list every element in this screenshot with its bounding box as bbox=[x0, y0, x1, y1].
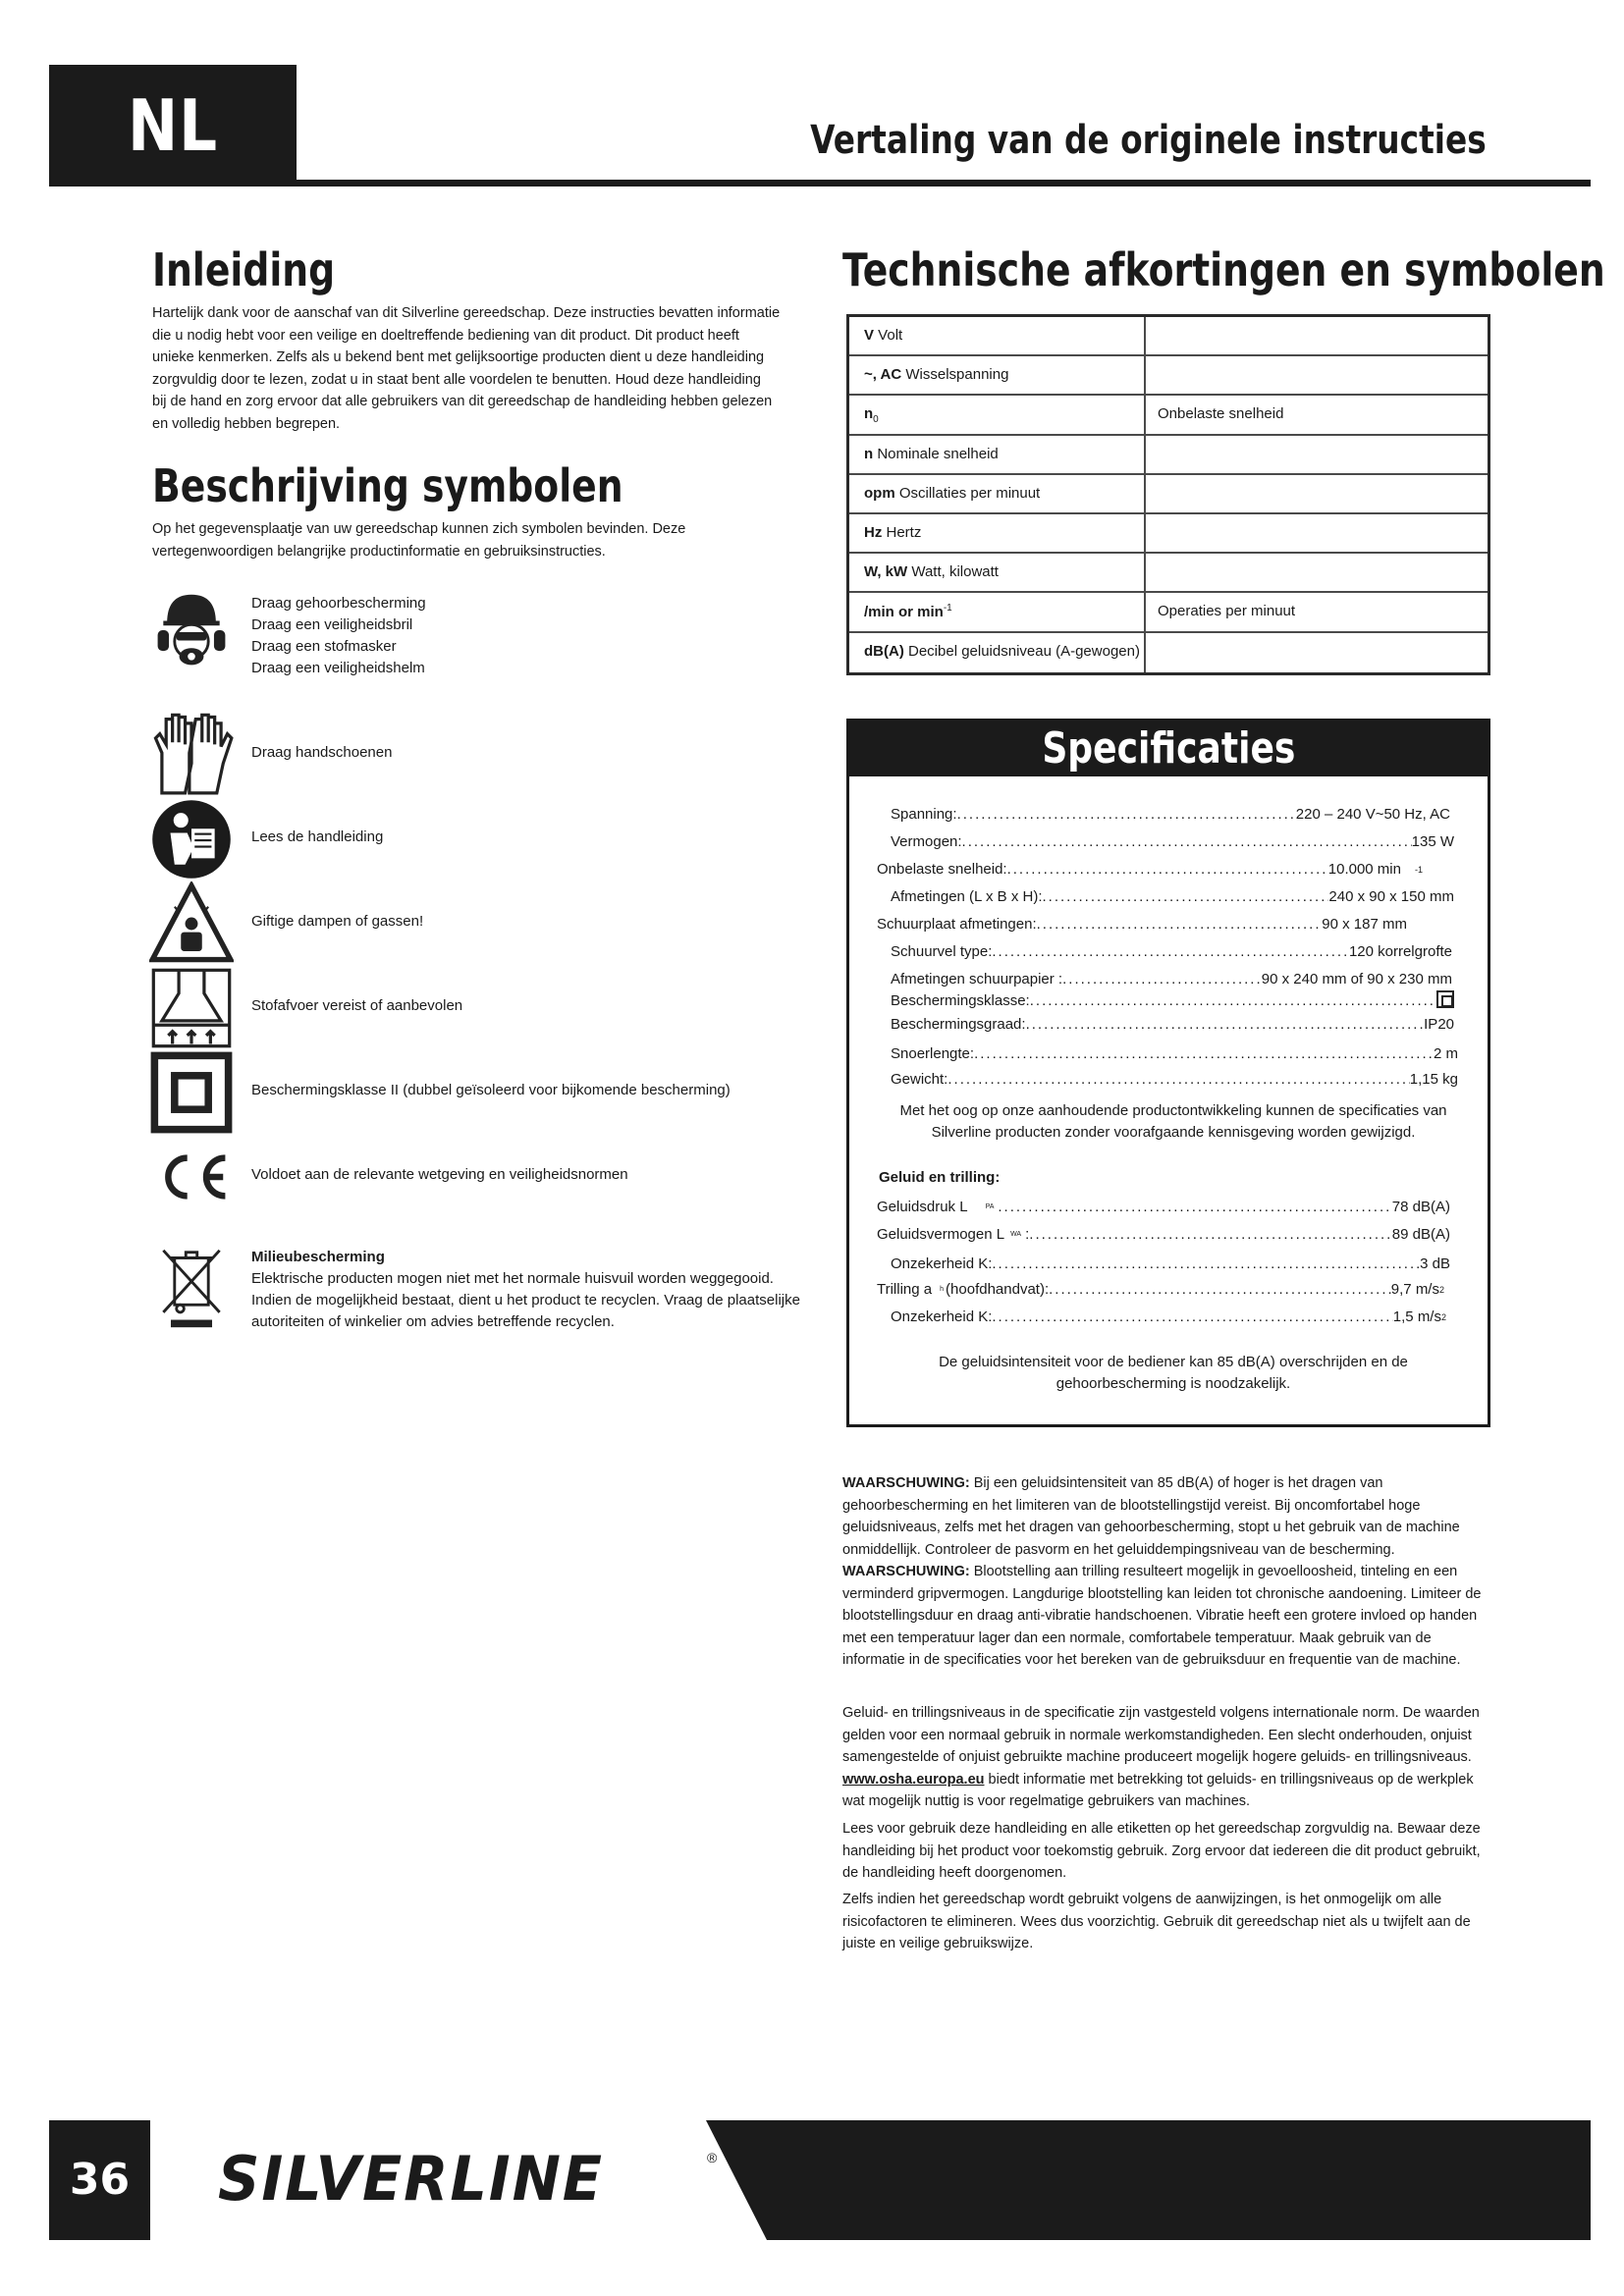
ce-mark-label: Voldoet aan de relevante wetgeving en veiligheidsnormen bbox=[251, 1166, 628, 1183]
sound-row: Geluidsvermogen L WA : ..... 89 dB(A) bbox=[877, 1224, 1450, 1246]
toxic-fumes-label: Giftige dampen of gassen! bbox=[251, 913, 424, 930]
table-row: W, kW Watt, kilowatt bbox=[849, 554, 1488, 593]
intro-heading: Inleiding bbox=[152, 243, 336, 296]
weee-bin-icon bbox=[149, 1247, 234, 1331]
ppe-labels: Draag gehoorbescherming Draag een veiligheidsbril Draag een stofmasker Draag een veiligheidshelm bbox=[251, 595, 426, 676]
osha-link[interactable]: www.osha.europa.eu bbox=[842, 1771, 985, 1788]
page-number: 36 bbox=[69, 2155, 131, 2205]
spec-row: Afmetingen (L x B x H): ..... 240 x 90 x 150 mm bbox=[891, 886, 1454, 908]
dust-extraction-label: Stofafvoer vereist of aanbevolen bbox=[251, 997, 463, 1014]
specifications-heading: Specificaties bbox=[849, 721, 1488, 776]
header-rule bbox=[297, 180, 1591, 187]
spec-row: Schuurplaat afmetingen: ..... 90 x 187 mm bbox=[877, 914, 1407, 935]
spec-note: Met het oog op onze aanhoudende productontwikkeling kunnen de specificaties van Silverline producten zonder voorafgaande kennisgeving worden gewijzigd. bbox=[899, 1102, 1447, 1141]
page-title: Vertaling van de originele instructies bbox=[810, 118, 1487, 163]
language-code: NL bbox=[128, 84, 218, 167]
table-row: /min or $\min^{-1}$ Operaties per minuut bbox=[849, 593, 1488, 632]
environment-text: Milieubescherming Elektrische producten mogen niet met het normale huisvuil worden weggegooid. Indien de mogelijkheid bestaat, dient u het product te recyclen. Vraag de plaatselijke autoriteiten of winkelier om advies betreffende recyclen. bbox=[251, 1249, 800, 1330]
spec-row: Vermogen: ..... 135 W bbox=[891, 831, 1454, 853]
intro-text: Hartelijk dank voor de aanschaf van dit Silverline gereedschap. Deze instructies bevatten informatie die u nodig hebt voor een veilige en doeltreffende bediening van dit product. Dit product heeft unieke kenmerken. Zelfs als u bekend bent met gelijksoortige producten dient u deze handleiding zorgvuldig door te lezen, zodat u in staat bent alle voordelen te benutten. Houd deze handleiding bij de hand en zorg ervoor dat alle gebruikers van dit gereedschap de handleiding hebben gelezen en volledig hebben begrepen. bbox=[152, 305, 781, 432]
spec-row: Beschermingsklasse: ..... bbox=[891, 990, 1454, 1012]
spec-row: Afmetingen schuurpapier : ..... 90 x 240 mm of 90 x 230 mm bbox=[891, 969, 1452, 990]
abbreviations-heading: Technische afkortingen en symbolen bbox=[842, 243, 1605, 296]
read-manual-info: Lees voor gebruik deze handleiding en alle etiketten op het gereedschap zorgvuldig na. Bewaar deze handleiding bij het product voor toekomstig gebruik. Zorg ervoor dat iedereen die dit product gebruikt, de handleiding heeft doorgenomen. bbox=[842, 1821, 1481, 1881]
ppe-icon bbox=[149, 589, 234, 673]
table-row: dB(A) Decibel geluidsniveau (A-gewogen) bbox=[849, 633, 1488, 672]
sound-row: Geluidsdruk L PA ..... 78 dB(A) bbox=[877, 1197, 1450, 1218]
abbreviations-table bbox=[846, 314, 1490, 675]
class-ii-icon bbox=[149, 1050, 234, 1135]
ce-mark-icon bbox=[149, 1135, 234, 1219]
sound-row: Trilling a h (hoofdhandvat): ..... 9,7 m/s 2 bbox=[877, 1279, 1444, 1301]
table-row: $n_0$ Onbelaste snelheid bbox=[849, 396, 1488, 435]
class-ii-label: Beschermingsklasse II (dubbel geïsoleerd voor bijkomende bescherming) bbox=[251, 1082, 731, 1098]
read-manual-label: Lees de handleiding bbox=[251, 828, 384, 845]
toxic-fumes-icon bbox=[149, 881, 234, 966]
table-row: ~, AC Wisselspanning bbox=[849, 356, 1488, 396]
sound-row: Onzekerheid K: ..... 3 dB bbox=[891, 1254, 1450, 1275]
language-badge bbox=[49, 65, 297, 187]
sound-note: De geluidsintensiteit voor de bediener kan 85 dB(A) overschrijden en de gehoorbescherming is noodzakelijk. bbox=[939, 1354, 1408, 1392]
table-row: Hz Hertz bbox=[849, 514, 1488, 554]
table-row: n Nominale snelheid bbox=[849, 436, 1488, 475]
spec-row: Onbelaste snelheid: ..... 10.000 min -1 bbox=[877, 859, 1423, 881]
class-ii-small-icon bbox=[1436, 990, 1454, 1008]
gloves-label: Draag handschoenen bbox=[251, 744, 393, 761]
sound-title: Geluid en trilling: bbox=[879, 1169, 1001, 1186]
gloves-icon bbox=[149, 711, 234, 795]
warning-vibration: WAARSCHUWING: Blootstelling aan trilling resulteert mogelijk in gevoelloosheid, tinteling en een verminderd gripvermogen. Langdurige blootstelling kan leiden tot chronische aandoening. Limiteer de blootstellingsduur en draag anti-vibratie handschoenen. Vibratie heeft een grotere invloed op handen met een temperatuur lager dan een normale, comfortabele temperatuur. Maak gebruik van de informatie in de specificaties voor het bereken van de gebruiksduur en frequentie van de machine. bbox=[842, 1564, 1482, 1668]
dust-extraction-icon bbox=[149, 966, 234, 1050]
table-row: V Volt bbox=[849, 317, 1488, 356]
spec-row: Schuurvel type: ..... 120 korrelgrofte bbox=[891, 941, 1452, 963]
footer-separator bbox=[150, 2120, 158, 2240]
risk-info: Zelfs indien het gereedschap wordt gebruikt volgens de aanwijzingen, is het onmogelijk om alle risicofactoren te elimineren. Wees dus voorzichtig. Gebruik dit gereedschap niet als u twijfelt aan de juiste en veilige gebruikswijze. bbox=[842, 1892, 1471, 1951]
spec-row: Beschermingsgraad: ..... IP20 bbox=[891, 1014, 1454, 1036]
symbols-heading: Beschrijving symbolen bbox=[152, 459, 623, 512]
spec-row: Snoerlengte: ..... 2 m bbox=[891, 1043, 1458, 1065]
symbols-intro: Op het gegevensplaatje van uw gereedschap kunnen zich symbolen bevinden. Deze vertegenwoordigen belangrijke productinformatie en gebruiksinstructies. bbox=[152, 521, 686, 560]
noise-vibration-info: Geluid- en trillingsniveaus in de specificatie zijn vastgesteld volgens internationale norm. De waarden gelden voor een normaal gebruik in normale werkomstandigheden. Een slecht onderhouden, onjuist samengestelde of onjuist gebruikte machine produceert mogelijk hogere geluids- en trillingsniveaus. www.osha.europa.eu biedt informatie met betrekking tot geluids- en trillingsniveaus op de werkplek wat mogelijk nuttig is voor regelmatige gebruikers van machines. bbox=[842, 1705, 1480, 1809]
specifications-box bbox=[846, 719, 1490, 1427]
read-manual-icon bbox=[149, 797, 234, 881]
table-row: opm Oscillaties per minuut bbox=[849, 475, 1488, 514]
sound-row: Onzekerheid K: ..... 1,5 m/s 2 bbox=[891, 1307, 1446, 1328]
registered-mark: ® bbox=[707, 2150, 718, 2165]
spec-row: Spanning: ..... 220 – 240 V~50 Hz, AC bbox=[891, 804, 1450, 826]
spec-row: Gewicht: ..... 1,15 kg bbox=[891, 1069, 1458, 1091]
silverline-logo: SILVERLINE bbox=[218, 2143, 604, 2215]
warning-noise: WAARSCHUWING: Bij een geluidsintensiteit van 85 dB(A) of hoger is het dragen van gehoorbescherming en het limiteren van de blootstellingstijd vereist. Bij oncomfortabel hoge geluidsniveaus, zelfs met het dragen van gehoorbescherming, stopt u het gebruik van de machine onmiddellijk. Controleer de pasvorm en het geluiddempingsniveau van de bescherming. bbox=[842, 1475, 1460, 1558]
